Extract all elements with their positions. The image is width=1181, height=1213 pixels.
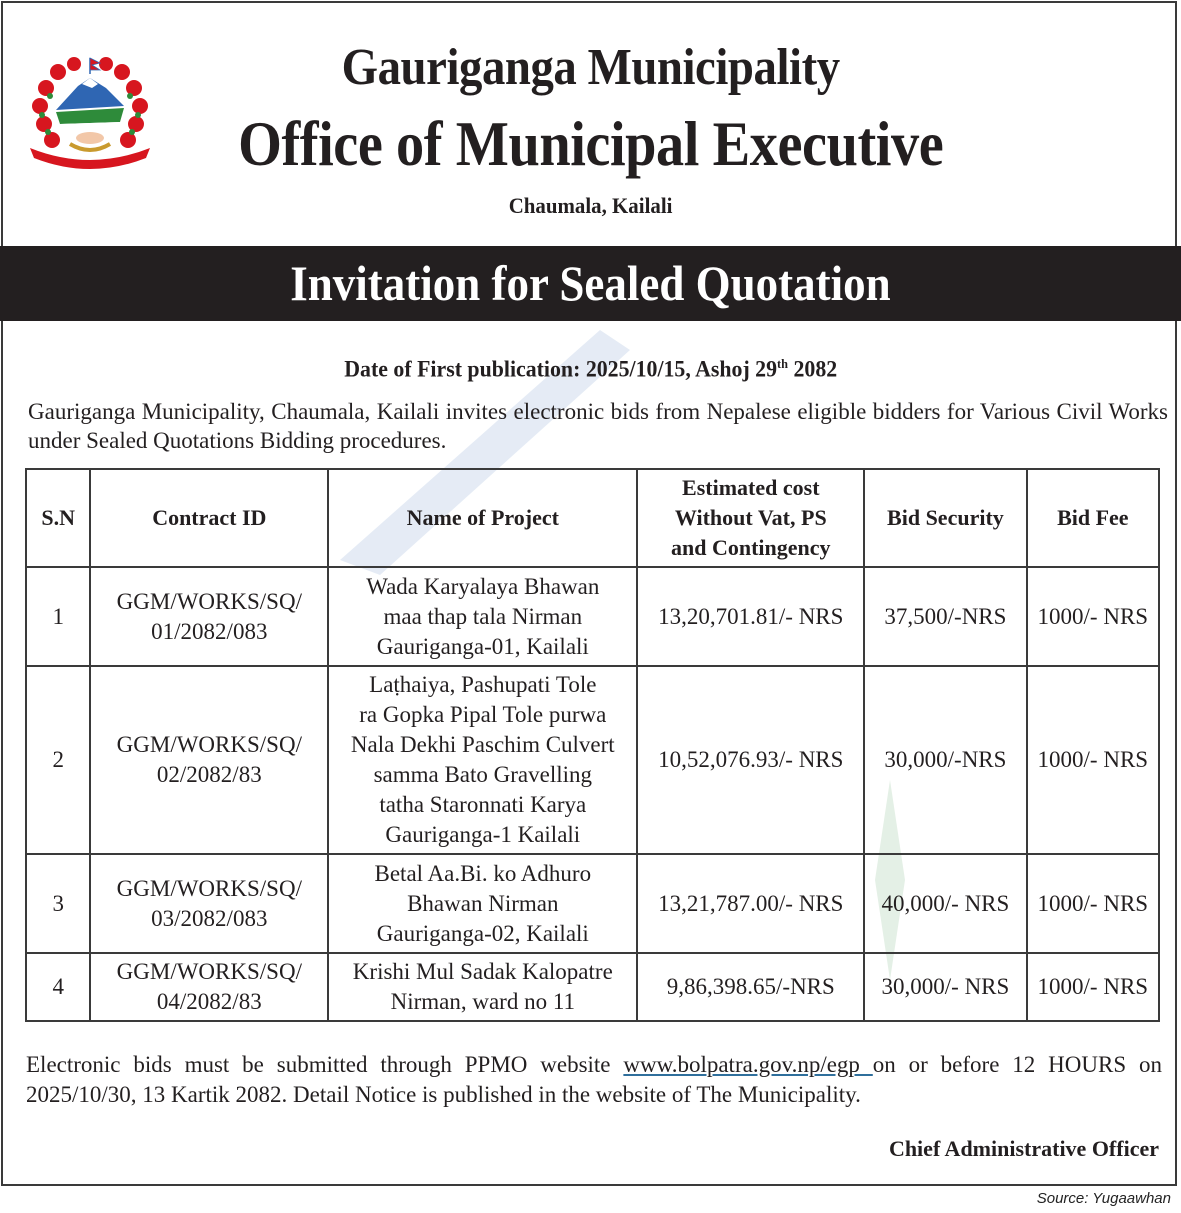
cell-project-name [328, 666, 637, 854]
cell-contract-id [90, 953, 328, 1021]
submission-text: Electronic bids must be submitted through PPMO website [26, 1052, 624, 1077]
cell-line: Bhawan Nirman [407, 890, 559, 916]
cell-line: Krishi Mul Sadak Kalopatre [352, 959, 613, 984]
cell-line: Nala Dekhi Paschim Culvert [350, 732, 615, 757]
publication-date-year: 2082 [788, 356, 838, 382]
cell-project-name [328, 567, 637, 666]
cell-sn: 1 [26, 567, 90, 666]
cell-bid-security: 30,000/-NRS [864, 666, 1026, 854]
cell-line: GGM/WORKS/SQ/ [116, 732, 302, 757]
cell-bid-fee: 1000/- NRS [1027, 953, 1159, 1021]
header-bid-security: Bid Security [864, 469, 1026, 567]
cell-line: Gauriganga-02, Kailali [376, 920, 589, 946]
cell-bid-fee: 1000/- NRS [1027, 567, 1159, 666]
header-contract-id: Contract ID [90, 469, 328, 567]
cell-contract-id [90, 854, 328, 953]
cell-line: GGM/WORKS/SQ/ [116, 588, 302, 614]
cell-bid-fee: 1000/- NRS [1027, 666, 1159, 854]
municipality-title: Gauriganga Municipality [341, 39, 840, 96]
cell-line: maa thap tala Nirman [383, 603, 583, 629]
cell-bid-security: 40,000/- NRS [864, 854, 1026, 953]
cell-contract-id [90, 666, 328, 854]
bolpatra-link[interactable]: www.bolpatra.gov.np/egp [623, 1052, 873, 1077]
cell-line: GGM/WORKS/SQ/ [116, 875, 302, 901]
publication-date-suffix: th [777, 356, 789, 371]
table-row [26, 567, 1159, 666]
cell-line: Gauriganga-1 Kailali [385, 822, 581, 847]
header-estimated-cost-line: Without Vat, PS [674, 505, 827, 530]
table-header-row [26, 469, 1159, 567]
cell-bid-fee: 1000/- NRS [1027, 854, 1159, 953]
signatory-title: Chief Administrative Officer [888, 1136, 1159, 1161]
cell-estimated-cost: 13,21,787.00/- NRS [637, 854, 864, 953]
header-estimated-cost-line: Estimated cost [682, 475, 820, 500]
notice-banner [0, 246, 1181, 321]
cell-line: Laṭhaiya, Pashupati Tole [369, 672, 597, 697]
publication-date-label: Date of First publication: 2025/10/15, Ashoj 29 [344, 356, 778, 382]
source-credit: Source: Yugaawhan [1036, 1190, 1171, 1207]
cell-contract-id [90, 567, 328, 666]
cell-line: tatha Staronnati Karya [379, 792, 587, 817]
table-row [26, 953, 1159, 1021]
cell-bid-security: 30,000/- NRS [864, 953, 1026, 1021]
cell-line: 04/2082/83 [156, 989, 262, 1014]
cell-line: 02/2082/83 [156, 762, 262, 787]
cell-project-name [328, 953, 637, 1021]
cell-line: GGM/WORKS/SQ/ [116, 959, 302, 984]
header-project-name: Name of Project [328, 469, 637, 567]
cell-sn: 4 [26, 953, 90, 1021]
notice-banner-title: Invitation for Sealed Quotation [290, 255, 891, 311]
office-address: Chaumala, Kailali [508, 193, 673, 218]
cell-line: ra Gopka Pipal Tole purwa [359, 702, 607, 727]
header-estimated-cost-line: and Contingency [671, 535, 831, 560]
cell-sn: 3 [26, 854, 90, 953]
header-estimated-cost [637, 469, 864, 567]
cell-line: samma Bato Gravelling [373, 762, 593, 787]
cell-project-name [328, 854, 637, 953]
cell-line: Betal Aa.Bi. ko Adhuro [374, 860, 592, 886]
cell-sn: 2 [26, 666, 90, 854]
cell-line: 03/2082/083 [151, 905, 268, 931]
cell-line: Nirman, ward no 11 [390, 989, 575, 1014]
intro-paragraph: Gauriganga Municipality, Chaumala, Kailali invites electronic bids from Nepalese eligible bidders for Various Civil Works under Sealed Quotations Bidding procedures. [28, 399, 1168, 453]
cell-estimated-cost: 10,52,076.93/- NRS [637, 666, 864, 854]
table-row [26, 854, 1159, 953]
office-title: Office of Municipal Executive [238, 108, 944, 179]
cell-line: Gauriganga-01, Kailali [376, 633, 589, 659]
header-bid-fee: Bid Fee [1027, 469, 1159, 567]
cell-bid-security: 37,500/-NRS [864, 567, 1026, 666]
header-sn: S.N [26, 469, 90, 567]
cell-line: Wada Karyalaya Bhawan [366, 573, 600, 599]
cell-estimated-cost: 13,20,701.81/- NRS [637, 567, 864, 666]
table-row [26, 666, 1159, 854]
publication-date [30, 356, 1152, 383]
cell-estimated-cost: 9,86,398.65/-NRS [637, 953, 864, 1021]
cell-line: 01/2082/083 [151, 618, 268, 644]
quotation-table [25, 468, 1160, 1022]
submission-deadline-text: on or before 12 HOURS on 2025/10/30, 13 Kartik 2082. Detail Notice is published in the website of The Municipality. [26, 1052, 1162, 1107]
submission-paragraph [26, 1050, 1162, 1110]
